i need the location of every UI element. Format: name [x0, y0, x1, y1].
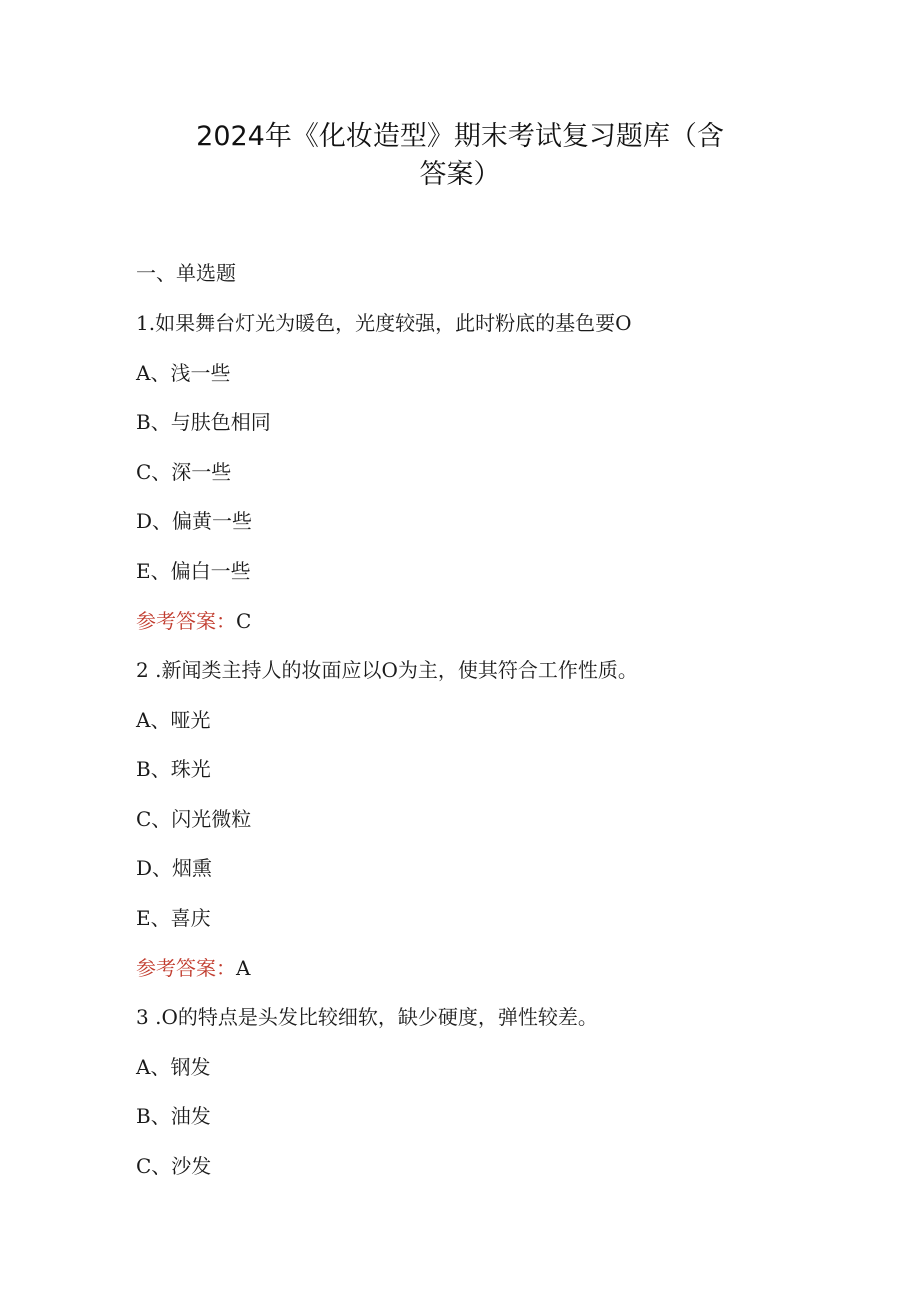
title-line-2: 答案） — [419, 159, 501, 190]
answer-label: 参考答案： — [136, 956, 236, 980]
section-heading: 一、单选题 — [136, 261, 236, 285]
question-1-option-a: A、浅一些 — [136, 361, 231, 385]
question-2-answer — [136, 955, 250, 981]
question-3-option-a: A、钢发 — [136, 1055, 211, 1079]
question-1-option-c: C、深一些 — [136, 460, 232, 484]
question-1-answer — [136, 608, 251, 634]
answer-value: A — [236, 956, 251, 980]
question-1-stem: 1.如果舞台灯光为暖色，光度较强，此时粉底的基色要O — [136, 311, 632, 335]
question-2-option-b: B、珠光 — [136, 757, 211, 781]
question-1-option-d: D、偏黄一些 — [136, 509, 253, 533]
question-2-option-c: C、闪光微粒 — [136, 807, 252, 831]
answer-label: 参考答案： — [136, 609, 236, 633]
question-1-option-e: E、偏白一些 — [136, 559, 251, 583]
answer-value: C — [236, 609, 252, 633]
question-2-option-e: E、喜庆 — [136, 906, 211, 930]
question-2-option-a: A、哑光 — [136, 708, 211, 732]
document-title — [100, 118, 820, 194]
question-3-option-c: C、沙发 — [136, 1154, 212, 1178]
question-3-stem: 3 .O的特点是头发比较细软，缺少硬度，弹性较差。 — [136, 1005, 598, 1029]
title-line-1: 2024年《化妆造型》期末考试复习题库（含 — [196, 121, 724, 152]
question-2-stem: 2 .新闻类主持人的妆面应以O为主，使其符合工作性质。 — [136, 658, 638, 682]
question-3-option-b: B、油发 — [136, 1104, 211, 1128]
question-2-option-d: D、烟熏 — [136, 856, 213, 880]
question-1-option-b: B、与肤色相同 — [136, 410, 271, 434]
